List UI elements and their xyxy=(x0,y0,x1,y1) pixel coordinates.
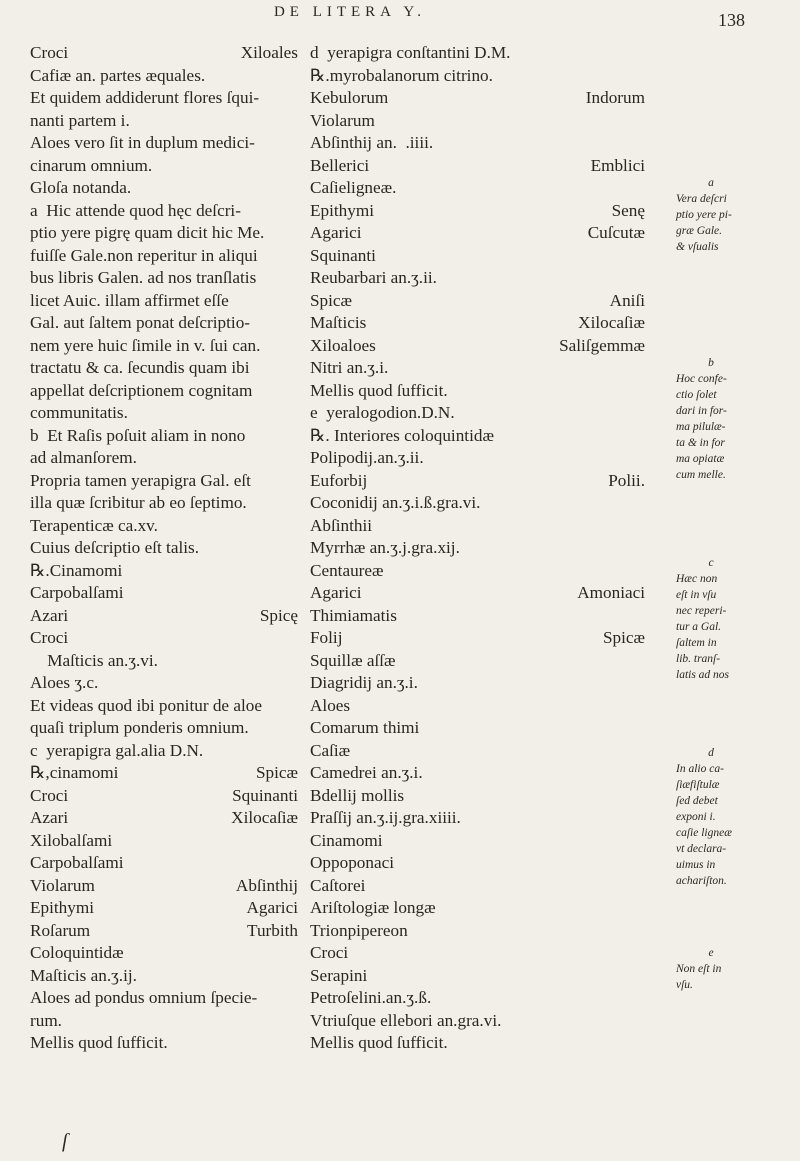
text-line: c yerapigra gal.alia D.N. xyxy=(30,740,204,760)
text-line: Coloquintidæ xyxy=(30,943,124,962)
margin-note-line: ptio yere pi- xyxy=(676,209,732,221)
text-line: Myrrhæ an.ʒ.j.gra.xij. xyxy=(310,538,460,557)
ingredient-left: Agarici xyxy=(310,223,362,242)
text-line: Reubarbari an.ʒ.ii. xyxy=(310,268,437,287)
ingredient-left: Roſarum xyxy=(30,920,91,940)
text-line: Cuius deſcriptio eſt talis. xyxy=(30,538,199,557)
text-line: Propria tamen yerapigra Gal. eſt xyxy=(30,470,251,490)
text-line xyxy=(310,155,645,178)
margin-note-line: ctio ſolet xyxy=(676,389,717,401)
margin-note-line: In alio ca- xyxy=(676,763,724,775)
text-line: licet Auic. illam affirmet eſſe xyxy=(30,290,229,310)
text-line: Vtriuſque ellebori an.gra.vi. xyxy=(310,1010,502,1030)
ingredient-left: Folij xyxy=(310,628,343,647)
text-line: Comarum thimi xyxy=(310,718,420,737)
margin-note-line: latis ad nos xyxy=(676,669,730,681)
text-line: rum. xyxy=(30,1010,62,1030)
ingredient-left: Agarici xyxy=(310,583,362,602)
text-line: Mellis quod ſufficit. xyxy=(310,1033,448,1052)
margin-note-line: eſt in vſu xyxy=(676,589,717,601)
text-line: ℞.Cinamomi xyxy=(30,560,123,580)
margin-note-line: caſie ligneæ xyxy=(676,827,732,839)
text-line: Carpobalſami xyxy=(30,583,124,602)
ingredient-right: Aniſi xyxy=(609,290,645,310)
text-line xyxy=(30,920,298,943)
text-line: Et videas quod ibi ponitur de aloe xyxy=(30,695,262,715)
margin-note-d xyxy=(676,745,796,889)
margin-note-line: Hæc non xyxy=(676,573,718,585)
ingredient-left: ℞,cinamomi xyxy=(30,763,119,782)
ingredient-right: Indorum xyxy=(585,88,645,107)
text-line: ℞.myrobalanorum citrino. xyxy=(310,65,493,85)
ingredient-right: Senę xyxy=(611,200,645,220)
text-line xyxy=(310,312,645,335)
ingredient-right: Agarici xyxy=(246,898,298,917)
text-line xyxy=(30,807,298,830)
ingredient-left: Maſticis xyxy=(310,313,367,332)
margin-note-letter: d xyxy=(708,747,714,759)
text-line: Cafiæ an. partes æquales. xyxy=(30,65,206,85)
text-line: Maſticis an.ʒ.ij. xyxy=(30,965,137,985)
text-line xyxy=(30,42,298,65)
margin-note-line: tur a Gal. xyxy=(676,621,722,633)
margin-note-line: ta & in for xyxy=(676,437,725,449)
text-line: illa quæ ſcribitur ab eo ſeptimo. xyxy=(30,493,247,512)
margin-note-letter: c xyxy=(708,557,714,569)
ingredient-right: Abſinthij xyxy=(235,875,298,895)
text-line xyxy=(310,335,645,358)
margin-note-line: Vera deſcri xyxy=(676,193,727,205)
text-line: Abſinthij an. .iiii. xyxy=(310,133,434,152)
ingredient-right: Amoniaci xyxy=(577,583,645,602)
margin-note-line: Hoc confe- xyxy=(676,373,727,385)
text-line xyxy=(310,222,645,245)
text-line: Terapenticæ ca.xv. xyxy=(30,515,158,535)
margin-note-line: ſiæfiſtulæ xyxy=(676,779,720,791)
text-line: Coconidij an.ʒ.i.ß.gra.vi. xyxy=(310,493,481,512)
text-line: a Hic attende quod hęc deſcri- xyxy=(30,200,241,220)
text-line: ad almanſorem. xyxy=(30,448,137,467)
text-line: quaſi triplum ponderis omnium. xyxy=(30,718,249,737)
text-line xyxy=(30,785,298,808)
ingredient-right: Xiloales xyxy=(240,43,298,62)
margin-note-line: uimus in xyxy=(676,859,716,871)
text-line: Maſticis an.ʒ.vi. xyxy=(30,650,158,670)
text-line: Aloes vero ſit in duplum medici- xyxy=(30,133,255,152)
text-line: nanti partem i. xyxy=(30,110,130,130)
margin-note-letter: e xyxy=(708,947,714,959)
text-line: Serapini xyxy=(310,965,368,985)
ingredient-left: Croci xyxy=(30,785,69,805)
text-line: Centaureæ xyxy=(310,560,384,580)
ingredient-right: Spicę xyxy=(259,605,298,625)
text-line: Aloes ad pondus omnium ſpecie- xyxy=(30,988,258,1007)
left-column xyxy=(30,42,298,1055)
ingredient-right: Cuſcutæ xyxy=(587,223,645,242)
text-line: fuiſſe Gale.non reperitur in aliqui xyxy=(30,245,258,265)
text-line: Croci xyxy=(310,943,349,962)
ingredient-right: Emblici xyxy=(590,155,645,175)
margin-note-line: nec reperi- xyxy=(676,605,727,617)
text-line: Aloes xyxy=(310,695,351,715)
text-line: Petroſelini.an.ʒ.ß. xyxy=(310,988,432,1007)
margin-note-a xyxy=(676,175,796,255)
ingredient-right: Squinanti xyxy=(232,785,298,805)
text-line xyxy=(310,87,645,110)
margin-note-line: vſu. xyxy=(676,979,693,991)
text-line: communitatis. xyxy=(30,403,128,422)
margin-note-line: Non eſt in xyxy=(676,963,722,975)
text-line xyxy=(310,290,645,313)
margin-note-line: achariſton. xyxy=(676,875,727,887)
margin-note-line: exponi i. xyxy=(676,811,716,823)
ingredient-left: Spicæ xyxy=(310,290,353,310)
ingredient-right: Spicæ xyxy=(602,628,645,647)
margin-note-e xyxy=(676,945,796,993)
text-line: Squillæ aſſæ xyxy=(310,650,396,670)
ingredient-left: Violarum xyxy=(30,875,95,895)
margin-note-line: vt declara- xyxy=(676,843,727,855)
signature-mark: ſ xyxy=(62,1130,68,1152)
margin-note-line: ſed debet xyxy=(676,795,718,807)
text-line: Mellis quod ſufficit. xyxy=(30,1033,168,1052)
ingredient-left: Epithymi xyxy=(30,898,94,917)
ingredient-right: Turbith xyxy=(247,920,298,940)
text-line: appellat deſcriptionem cognitam xyxy=(30,380,253,400)
running-head: DE LITERA Y. xyxy=(273,4,427,20)
text-line: Gal. aut ſaltem ponat deſcriptio- xyxy=(30,313,251,332)
text-line: cinarum omnium. xyxy=(30,155,153,175)
text-line: tractatu & ca. ſecundis quam ibi xyxy=(30,358,250,377)
ingredient-left: Euforbij xyxy=(310,470,368,490)
text-line xyxy=(30,875,298,898)
text-line: d yerapigra conſtantini D.M. xyxy=(310,43,511,62)
margin-note-line: lib. tranſ- xyxy=(676,653,721,665)
text-line: b Et Raſis poſuit aliam in nono xyxy=(30,425,246,445)
margin-note-line: ma opiatæ xyxy=(676,453,725,465)
text-line: Praſſij an.ʒ.ij.gra.xiiii. xyxy=(310,808,461,827)
margin-note-line: ſaltem in xyxy=(676,637,717,649)
ingredient-left: Azari xyxy=(30,605,69,625)
text-line xyxy=(30,605,298,628)
ingredient-right: Xilocaſiæ xyxy=(231,808,298,827)
text-line xyxy=(30,762,298,785)
text-line: Squinanti xyxy=(310,245,376,265)
text-line: Violarum xyxy=(310,110,375,130)
margin-note-line: ma pilulæ- xyxy=(676,421,726,433)
text-line: nem yere huic ſimile in v. ſui can. xyxy=(30,335,261,355)
ingredient-right: Xilocaſiæ xyxy=(578,313,645,332)
text-line: ℞. Interiores coloquintidæ xyxy=(310,425,494,445)
ingredient-left: Bellerici xyxy=(310,155,370,175)
margin-note-line: & vſualis xyxy=(676,241,719,253)
text-line: Cinamomi xyxy=(310,830,383,850)
text-line xyxy=(310,200,645,223)
ingredient-left: Croci xyxy=(30,43,69,62)
text-line: Abſinthii xyxy=(310,515,373,535)
text-line: Bdellij mollis xyxy=(310,785,405,805)
page-number: 138 xyxy=(718,10,745,30)
ingredient-right: Polii. xyxy=(608,470,645,490)
text-line: Croci xyxy=(30,628,69,647)
margin-note-b xyxy=(676,355,796,483)
middle-column xyxy=(310,42,645,1055)
text-line: Trionpipereon xyxy=(310,920,408,940)
margin-note-line: dari in for- xyxy=(676,405,727,417)
text-line: Caſieligneæ. xyxy=(310,178,397,197)
text-line: bus libris Galen. ad nos tranſlatis xyxy=(30,268,257,287)
ingredient-right: Spicæ xyxy=(255,763,298,782)
margin-note-c xyxy=(676,555,796,683)
ingredient-right: Saliſgemmæ xyxy=(559,335,645,355)
text-line xyxy=(310,470,645,493)
text-line: Gloſa notanda. xyxy=(30,178,132,197)
text-line: Mellis quod ſufficit. xyxy=(310,380,448,400)
ingredient-left: Kebulorum xyxy=(310,88,389,107)
text-line: Camedrei an.ʒ.i. xyxy=(310,763,423,782)
ingredient-left: Epithymi xyxy=(310,200,374,220)
text-line: Caſiæ xyxy=(310,740,351,760)
text-line: Diagridij an.ʒ.i. xyxy=(310,673,418,692)
text-line: ptio yere pigrę quam dicit hic Me. xyxy=(30,223,265,242)
text-line: Ariſtologiæ longæ xyxy=(310,898,436,917)
ingredient-left: Azari xyxy=(30,808,69,827)
text-line xyxy=(30,897,298,920)
text-line: Polipodij.an.ʒ.ii. xyxy=(310,448,424,467)
text-line xyxy=(310,582,645,605)
margin-note-line: cum melle. xyxy=(676,469,726,481)
margin-note-letter: a xyxy=(708,177,714,189)
margin-note-line: græ Gale. xyxy=(676,225,722,237)
text-line: Thimiamatis xyxy=(310,605,397,625)
text-line: Carpobalſami xyxy=(30,853,124,872)
text-line: Nitri an.ʒ.i. xyxy=(310,358,389,377)
text-line: Xilobalſami xyxy=(30,830,113,850)
text-line: e yeralogodion.D.N. xyxy=(310,403,455,422)
margin-note-letter: b xyxy=(708,357,714,369)
text-line: Et quidem addiderunt flores ſqui- xyxy=(30,88,260,107)
text-line: Oppoponaci xyxy=(310,853,395,872)
text-line xyxy=(310,627,645,650)
ingredient-left: Xiloaloes xyxy=(310,335,376,355)
text-line: Aloes ʒ.c. xyxy=(30,673,99,692)
text-line: Caſtorei xyxy=(310,875,366,895)
